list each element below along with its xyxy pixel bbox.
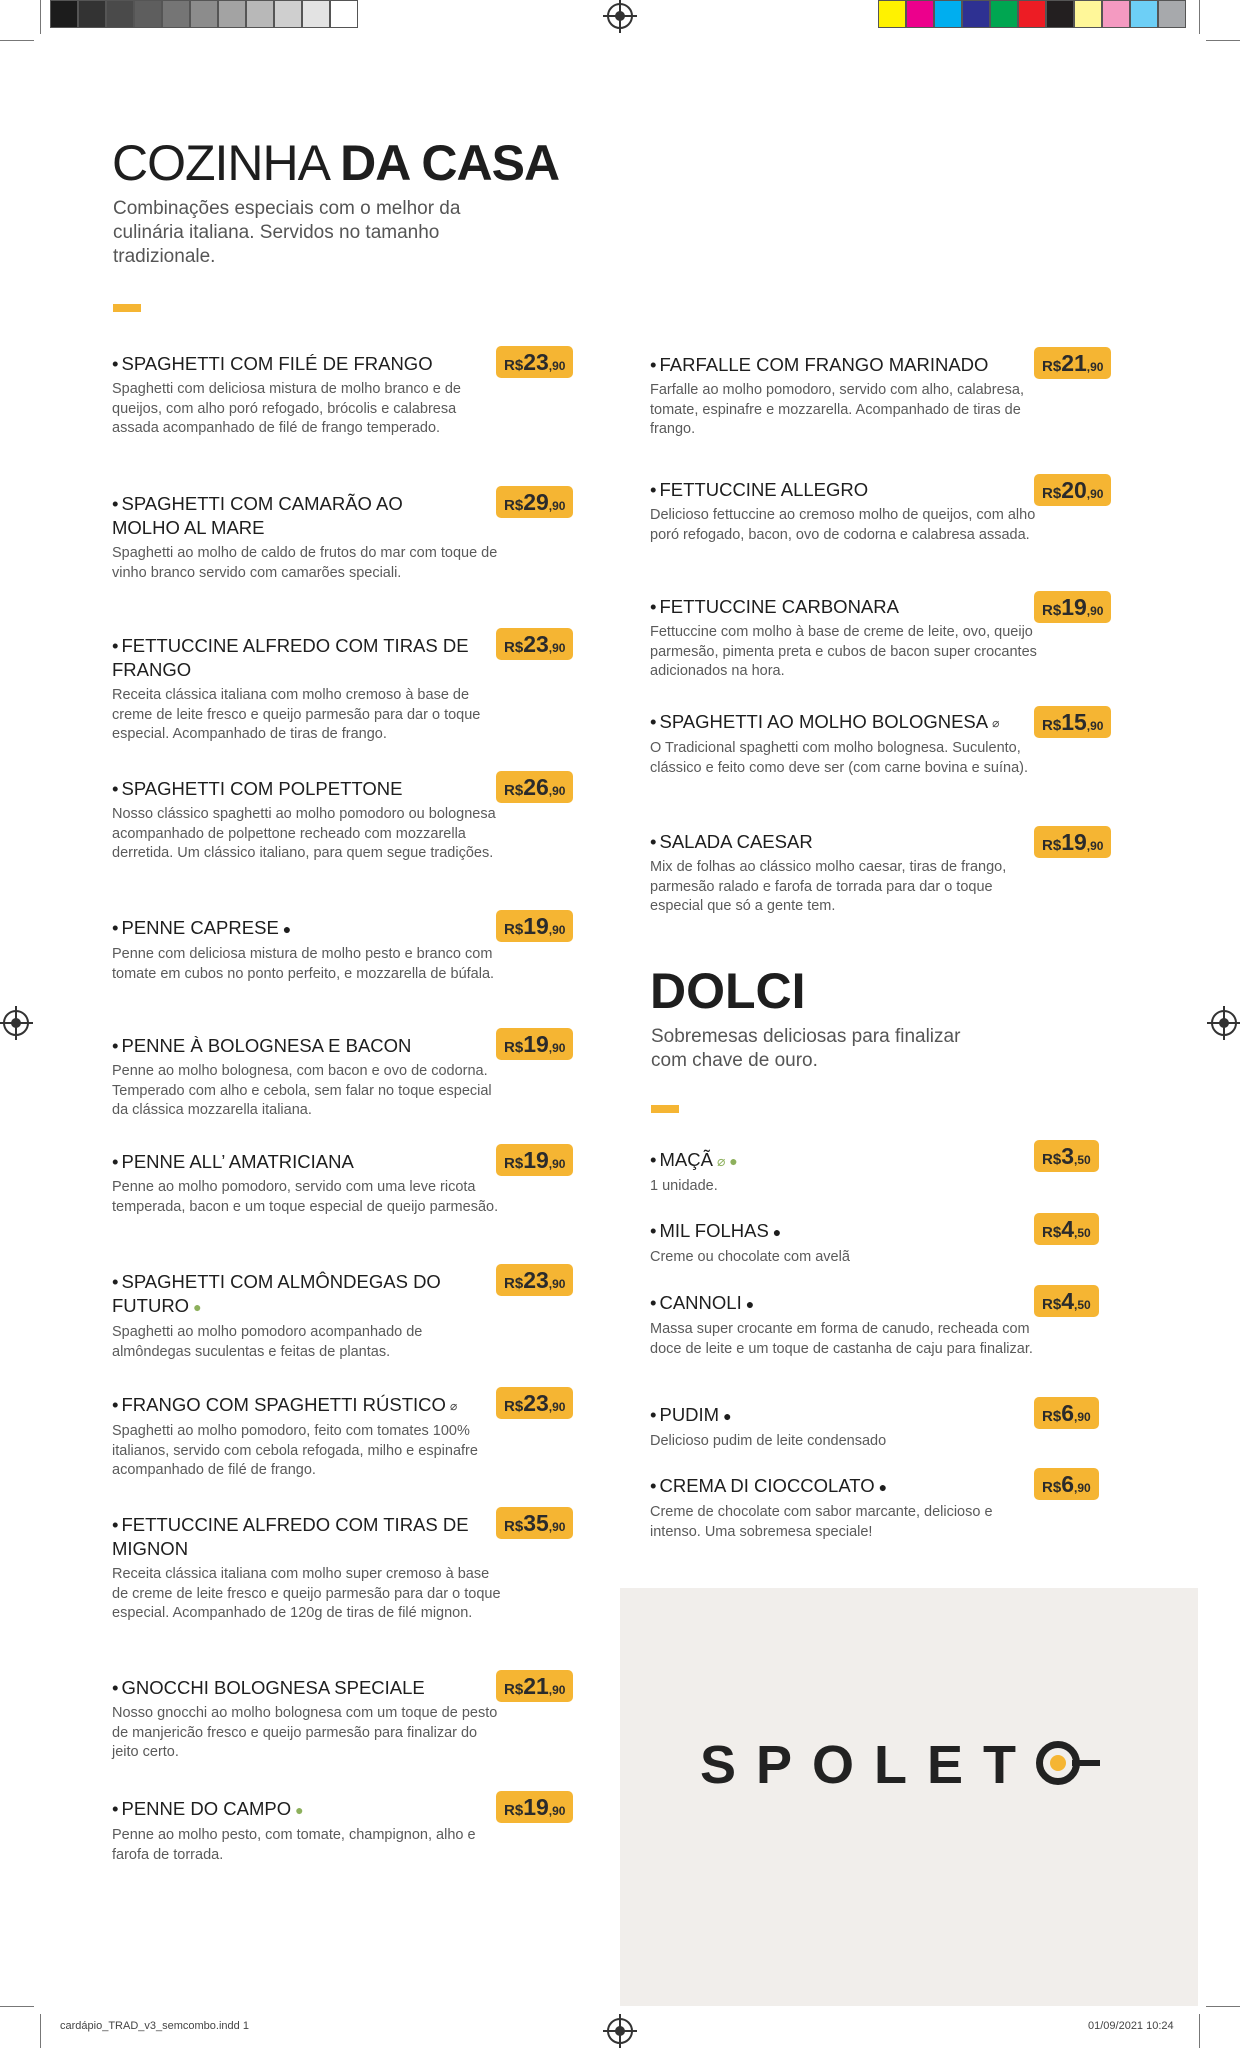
- menu-item-name: [112, 1150, 472, 1174]
- price-integer: 15: [1061, 709, 1087, 735]
- price-tag: [496, 1507, 573, 1539]
- menu-item-title: PENNE DO CAMPO: [121, 1798, 292, 1819]
- crop-mark: [1199, 2014, 1200, 2048]
- price-integer: 35: [523, 1510, 549, 1536]
- crop-mark: [1206, 40, 1240, 41]
- price-tag: [496, 910, 573, 942]
- price-currency: R$: [504, 1398, 524, 1415]
- menu-item-title: PUDIM: [659, 1404, 720, 1425]
- price-currency: R$: [504, 639, 524, 656]
- price-cents: ,90: [548, 1157, 566, 1171]
- color-swatch: [1158, 0, 1186, 28]
- price-cents: ,50: [1073, 1153, 1091, 1167]
- price-integer: 19: [1061, 829, 1087, 855]
- color-swatch: [1130, 0, 1158, 28]
- menu-item-title: PENNE ALL’ AMATRICIANA: [121, 1151, 354, 1172]
- menu-item-title: FETTUCCINE CARBONARA: [659, 596, 899, 617]
- price-integer: 3: [1061, 1143, 1074, 1169]
- price-cents: ,90: [1086, 604, 1104, 618]
- price-currency: R$: [1042, 1151, 1062, 1168]
- menu-item-name: [112, 1797, 472, 1822]
- price-integer: 19: [523, 913, 549, 939]
- color-swatch: [246, 0, 274, 28]
- bullet-icon: •: [112, 1151, 119, 1172]
- price-cents: ,90: [548, 1804, 566, 1818]
- price-integer: 23: [523, 349, 549, 375]
- price-tag: [496, 486, 573, 518]
- gluten-free-icon: ⌀: [992, 716, 1000, 731]
- menu-item-title: FARFALLE COM FRANGO MARINADO: [659, 354, 989, 375]
- crop-mark: [0, 2006, 34, 2007]
- price-integer: 19: [523, 1031, 549, 1057]
- gluten-free-vegan-icon: ⌀ ●: [716, 1153, 738, 1170]
- menu-item-title: SPAGHETTI COM FILÉ DE FRANGO: [121, 353, 433, 374]
- menu-item-description: O Tradicional spaghetti com molho bolognesa. Suculento, clássico e feito como deve ser (com carne bovina e suína).: [650, 740, 1028, 776]
- price-integer: 23: [523, 1267, 549, 1293]
- price-tag: [496, 1264, 573, 1296]
- menu-item-name: [112, 1513, 472, 1561]
- price-tag: [496, 1670, 573, 1702]
- price-integer: 23: [523, 1390, 549, 1416]
- bullet-icon: •: [650, 1475, 657, 1496]
- logo-sun-icon: [1036, 1741, 1084, 1789]
- price-currency: R$: [1042, 837, 1062, 854]
- menu-item-description: Spaghetti ao molho de caldo de frutos do mar com toque de vinho branco servido com camarões speciali.: [112, 545, 498, 581]
- price-currency: R$: [1042, 1408, 1062, 1425]
- bullet-icon: •: [112, 353, 119, 374]
- color-swatch: [1074, 0, 1102, 28]
- price-cents: ,90: [548, 1520, 566, 1534]
- price-cents: ,90: [1086, 487, 1104, 501]
- price-currency: R$: [504, 1039, 524, 1056]
- price-currency: R$: [504, 1518, 524, 1535]
- price-currency: R$: [504, 357, 524, 374]
- logo-panel: [620, 1588, 1198, 2006]
- price-tag: [496, 771, 573, 803]
- price-currency: R$: [1042, 1224, 1062, 1241]
- color-swatch: [106, 0, 134, 28]
- section-title-light: COZINHA: [112, 135, 341, 191]
- bullet-icon: •: [650, 354, 657, 375]
- menu-item-description: Creme ou chocolate com avelã: [650, 1249, 850, 1266]
- price-cents: ,90: [548, 641, 566, 655]
- print-file-label: cardápio_TRAD_v3_semcombo.indd 1: [60, 2020, 249, 2032]
- price-integer: 20: [1061, 477, 1087, 503]
- menu-item-name: [112, 1270, 472, 1319]
- print-date-label: 01/09/2021 10:24: [1088, 2020, 1174, 2032]
- price-currency: R$: [1042, 358, 1062, 375]
- bullet-icon: •: [112, 1514, 119, 1535]
- vegetarian-dot-icon: ●: [282, 921, 292, 938]
- price-tag: [1034, 1285, 1099, 1317]
- registration-mark-icon: [607, 3, 633, 29]
- color-swatch: [190, 0, 218, 28]
- price-integer: 23: [523, 631, 549, 657]
- bullet-icon: •: [650, 1404, 657, 1425]
- logo-text: SPOLET: [700, 1735, 1037, 1795]
- price-tag: [1034, 1140, 1099, 1172]
- price-cents: ,90: [1086, 839, 1104, 853]
- price-tag: [1034, 1468, 1099, 1500]
- dolci-subtitle: Sobremesas deliciosas para finalizar com chave de ouro.: [651, 1026, 961, 1071]
- price-tag: [496, 346, 573, 378]
- menu-item-name: [112, 916, 472, 941]
- price-integer: 21: [1061, 350, 1087, 376]
- registration-mark-icon: [607, 2018, 633, 2044]
- price-cents: ,90: [548, 923, 566, 937]
- price-tag: [1034, 347, 1111, 379]
- bullet-icon: •: [112, 778, 119, 799]
- menu-item-description: Massa super crocante em forma de canudo, recheada com doce de leite e um toque de castanha de caju para finalizar.: [650, 1321, 1033, 1357]
- menu-item-name: [650, 595, 1010, 619]
- menu-item-description: Fettuccine com molho à base de creme de leite, ovo, queijo parmesão, pimenta preta e cubos de bacon super crocantes adicionados na hora.: [650, 624, 1037, 679]
- price-integer: 19: [1061, 594, 1087, 620]
- color-swatch: [1018, 0, 1046, 28]
- menu-item-title: GNOCCHI BOLOGNESA SPECIALE: [121, 1677, 425, 1698]
- price-cents: ,90: [1073, 1481, 1091, 1495]
- registration-mark-icon: [1211, 1010, 1237, 1036]
- menu-item-name: [112, 634, 472, 682]
- menu-item-description: Nosso gnocchi ao molho bolognesa com um toque de pesto de manjericão fresco e queijo parmesão para finalizar do jeito certo.: [112, 1705, 498, 1760]
- color-swatch: [218, 0, 246, 28]
- crop-mark: [0, 40, 34, 41]
- color-swatch: [934, 0, 962, 28]
- bullet-icon: •: [650, 596, 657, 617]
- menu-item-name: [650, 1291, 1010, 1316]
- color-swatch: [1102, 0, 1130, 28]
- crop-mark: [40, 2014, 41, 2048]
- vegetarian-dot-icon: ●: [772, 1224, 782, 1241]
- price-integer: 4: [1061, 1216, 1074, 1242]
- price-currency: R$: [504, 921, 524, 938]
- price-integer: 21: [523, 1673, 549, 1699]
- menu-item-description: Spaghetti ao molho pomodoro acompanhado de almôndegas suculentas e feitas de plantas.: [112, 1324, 423, 1360]
- menu-item-description: Receita clássica italiana com molho cremoso à base de creme de leite fresco e queijo parmesão para dar o toque especial. Acompanhado de tiras de frango.: [112, 687, 481, 742]
- menu-item-title: MAÇÃ: [659, 1149, 713, 1170]
- price-tag: [496, 1387, 573, 1419]
- price-tag: [1034, 706, 1111, 738]
- menu-item-description: Creme de chocolate com sabor marcante, delicioso e intenso. Uma sobremesa speciale!: [650, 1504, 993, 1540]
- price-integer: 19: [523, 1794, 549, 1820]
- menu-item-name: [650, 478, 1010, 502]
- menu-item-title: MIL FOLHAS: [659, 1220, 769, 1241]
- bullet-icon: •: [650, 1220, 657, 1241]
- accent-bar: [113, 304, 141, 312]
- price-tag: [496, 1791, 573, 1823]
- price-currency: R$: [504, 1275, 524, 1292]
- price-cents: ,50: [1073, 1298, 1091, 1312]
- menu-item-name: [112, 1676, 472, 1700]
- menu-item-name: [650, 710, 1010, 735]
- color-swatch: [134, 0, 162, 28]
- menu-item-name: [112, 1034, 472, 1058]
- price-currency: R$: [504, 1155, 524, 1172]
- menu-item-title: PENNE À BOLOGNESA E BACON: [121, 1035, 412, 1056]
- menu-item-description: Spaghetti com deliciosa mistura de molho branco e de queijos, com alho poró refogado, brócolis e calabresa assada acompanhado de filé de frango temperado.: [112, 381, 461, 436]
- menu-item-title: SPAGHETTI COM POLPETTONE: [121, 778, 403, 799]
- menu-item-description: Mix de folhas ao clássico molho caesar, tiras de frango, parmesão ralado e farofa de torrada para dar o toque especial que só a gente tem.: [650, 859, 1007, 914]
- menu-item-title: FETTUCCINE ALFREDO COM TIRAS DE MIGNON: [112, 1514, 469, 1559]
- menu-item-name: [650, 353, 1010, 377]
- menu-item-title: FETTUCCINE ALFREDO COM TIRAS DE FRANGO: [112, 635, 469, 680]
- bullet-icon: •: [112, 1035, 119, 1056]
- accent-bar: [651, 1105, 679, 1113]
- price-currency: R$: [504, 1802, 524, 1819]
- price-cents: ,90: [548, 1683, 566, 1697]
- menu-item-title: CREMA DI CIOCCOLATO: [659, 1475, 875, 1496]
- bullet-icon: •: [650, 711, 657, 732]
- price-tag: [1034, 1397, 1099, 1429]
- color-swatch: [962, 0, 990, 28]
- bullet-icon: •: [650, 1292, 657, 1313]
- price-cents: ,90: [1086, 360, 1104, 374]
- bullet-icon: •: [112, 493, 119, 514]
- section-title-bold: DA CASA: [340, 135, 560, 191]
- color-swatch: [1046, 0, 1074, 28]
- color-swatch: [50, 0, 78, 28]
- registration-mark-icon: [3, 1010, 29, 1036]
- price-tag: [1034, 1213, 1099, 1245]
- menu-item-name: [112, 777, 472, 801]
- menu-item-title: CANNOLI: [659, 1292, 742, 1313]
- bullet-icon: •: [650, 831, 657, 852]
- menu-item-title: SALADA CAESAR: [659, 831, 813, 852]
- price-tag: [496, 1028, 573, 1060]
- menu-item-description: Penne com deliciosa mistura de molho pesto e branco com tomate em cubos no ponto perfeito, e mozzarella de búfala.: [112, 946, 495, 982]
- crop-mark: [40, 0, 41, 34]
- bullet-icon: •: [112, 1798, 119, 1819]
- price-tag: [1034, 591, 1111, 623]
- price-integer: 29: [523, 489, 549, 515]
- price-cents: ,90: [548, 359, 566, 373]
- color-swatch: [162, 0, 190, 28]
- menu-item-description: Delicioso fettuccine ao cremoso molho de queijos, com alho poró refogado, bacon, ovo de codorna e calabresa assada.: [650, 507, 1036, 543]
- menu-item-description: Farfalle ao molho pomodoro, servido com alho, calabresa, tomate, espinafre e mozzarella. Acompanhado de tiras de frango.: [650, 382, 1024, 437]
- bullet-icon: •: [650, 479, 657, 500]
- menu-item-name: [650, 1474, 1010, 1499]
- vegetarian-dot-icon: ●: [878, 1479, 888, 1496]
- menu-item-description: Penne ao molho pomodoro, servido com uma leve ricota temperada, bacon e um toque especial de queijo parmesão.: [112, 1179, 499, 1215]
- menu-item-description: 1 unidade.: [650, 1178, 718, 1195]
- color-swatch: [274, 0, 302, 28]
- bullet-icon: •: [112, 635, 119, 656]
- color-swatch: [330, 0, 358, 28]
- price-cents: ,90: [548, 1400, 566, 1414]
- price-currency: R$: [504, 782, 524, 799]
- color-swatch: [302, 0, 330, 28]
- price-cents: ,90: [1073, 1410, 1091, 1424]
- menu-item-title: FRANGO COM SPAGHETTI RÚSTICO: [121, 1394, 446, 1415]
- section-title: [112, 134, 559, 192]
- price-currency: R$: [1042, 485, 1062, 502]
- menu-item-description: Delicioso pudim de leite condensado: [650, 1433, 887, 1450]
- vegan-dot-icon: ●: [193, 1299, 202, 1316]
- price-integer: 19: [523, 1147, 549, 1173]
- crop-mark: [1206, 2006, 1240, 2007]
- price-currency: R$: [1042, 1479, 1062, 1496]
- vegetarian-dot-icon: ●: [723, 1408, 732, 1425]
- price-integer: 26: [523, 774, 549, 800]
- color-swatch: [78, 0, 106, 28]
- price-tag: [496, 1144, 573, 1176]
- price-integer: 6: [1061, 1400, 1074, 1426]
- price-cents: ,90: [548, 1277, 566, 1291]
- menu-item-description: Spaghetti ao molho pomodoro, feito com tomates 100% italianos, servido com cebola refogada, milho e espinafre acompanhado de filé de frango.: [112, 1423, 478, 1479]
- color-swatch: [990, 0, 1018, 28]
- color-swatch: [906, 0, 934, 28]
- menu-item-name: [650, 1403, 1010, 1428]
- spoleto-logo: [700, 1734, 1084, 1796]
- vegetarian-dot-icon: ●: [745, 1296, 755, 1313]
- price-tag: [496, 628, 573, 660]
- price-currency: R$: [1042, 1296, 1062, 1313]
- price-cents: ,50: [1073, 1226, 1091, 1240]
- color-swatch: [878, 0, 906, 28]
- dolci-title: DOLCI: [650, 963, 806, 1019]
- menu-item-description: Penne ao molho pesto, com tomate, champignon, alho e farofa de torrada.: [112, 1827, 476, 1863]
- menu-item-title: SPAGHETTI AO MOLHO BOLOGNESA: [659, 711, 989, 732]
- bullet-icon: •: [112, 1271, 119, 1292]
- price-cents: ,90: [548, 1041, 566, 1055]
- bullet-icon: •: [112, 1677, 119, 1698]
- vegan-dot-icon: ●: [295, 1802, 304, 1819]
- price-integer: 4: [1061, 1288, 1074, 1314]
- menu-item-title: FETTUCCINE ALLEGRO: [659, 479, 869, 500]
- price-cents: ,90: [548, 784, 566, 798]
- price-cents: ,90: [1086, 719, 1104, 733]
- price-currency: R$: [504, 1681, 524, 1698]
- menu-item-name: [650, 1219, 1010, 1244]
- bullet-icon: •: [112, 917, 119, 938]
- menu-item-title: SPAGHETTI COM CAMARÃO AO MOLHO AL MARE: [112, 493, 403, 538]
- menu-item-name: [112, 1393, 472, 1418]
- menu-item-name: [112, 492, 472, 540]
- price-tag: [1034, 826, 1111, 858]
- menu-item-description: Nosso clássico spaghetti ao molho pomodoro ou bolognesa acompanhado de polpettone recheado com mozzarella derretida. Um clássico italiano, para quem segue tradições.: [112, 806, 496, 861]
- menu-item-name: [650, 830, 1010, 854]
- bullet-icon: •: [112, 1394, 119, 1415]
- price-currency: R$: [504, 497, 524, 514]
- price-integer: 6: [1061, 1471, 1074, 1497]
- crop-mark: [1199, 0, 1200, 34]
- gluten-free-icon: ⌀: [449, 1399, 458, 1414]
- menu-item-name: [112, 352, 472, 376]
- price-tag: [1034, 474, 1111, 506]
- cmyk-color-bar: [878, 0, 1186, 30]
- menu-item-title: SPAGHETTI COM ALMÔNDEGAS DO FUTURO: [112, 1271, 441, 1316]
- bullet-icon: •: [650, 1149, 657, 1170]
- menu-item-description: Penne ao molho bolognesa, com bacon e ovo de codorna. Temperado com alho e cebola, sem falar no toque especial da clássica mozzarella italiana.: [112, 1063, 492, 1118]
- menu-item-description: Receita clássica italiana com molho super cremoso à base de creme de leite fresco e queijo parmesão para dar o toque especial. Acompanhado de 120g de tiras de filé mignon.: [112, 1566, 501, 1621]
- menu-item-name: [650, 1148, 1010, 1173]
- grayscale-color-bar: [50, 0, 358, 30]
- price-currency: R$: [1042, 602, 1062, 619]
- menu-item-title: PENNE CAPRESE: [121, 917, 279, 938]
- section-subtitle: Combinações especiais com o melhor da culinária italiana. Servidos no tamanho tradizionale.: [113, 198, 461, 267]
- price-currency: R$: [1042, 717, 1062, 734]
- price-cents: ,90: [548, 499, 566, 513]
